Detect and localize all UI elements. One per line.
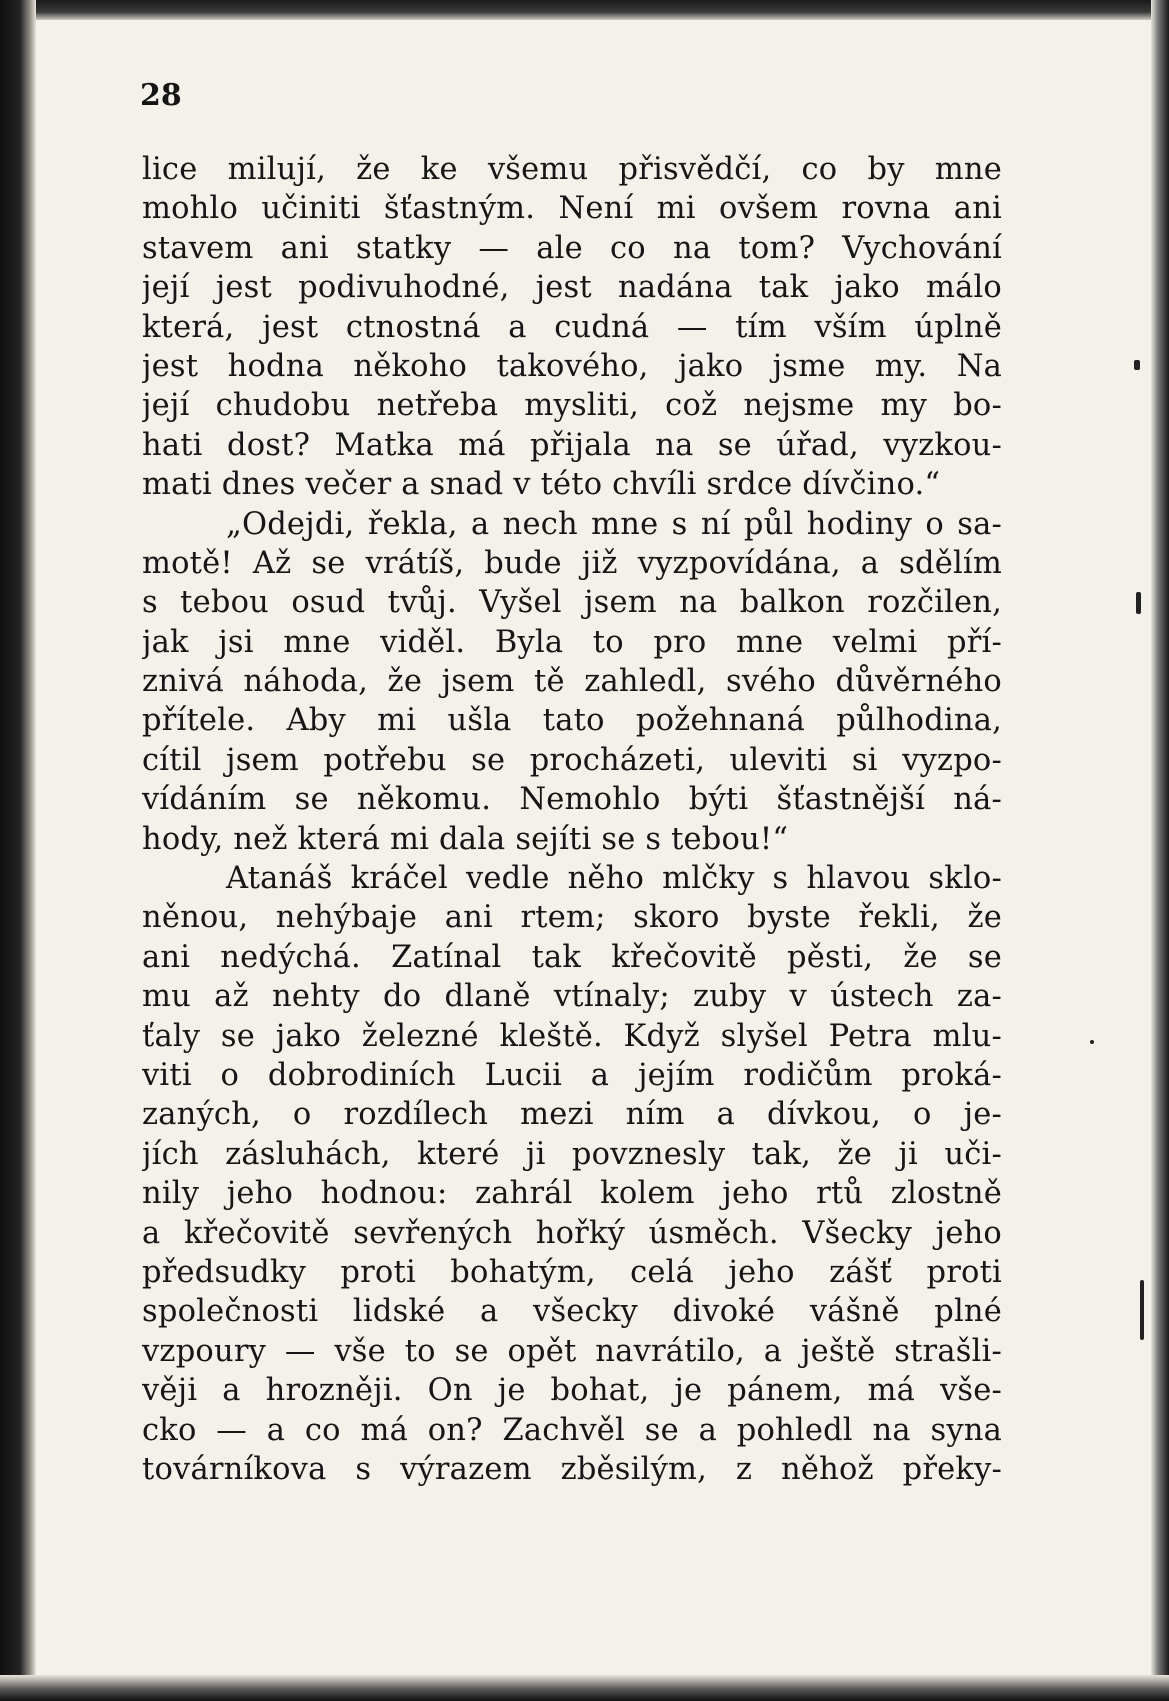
text-line: její jest podivuhodné, jest nadána tak jako málo [142,270,1002,306]
text-line: přítele. Aby mi ušla tato požehnaná půlhodina, [142,703,1002,739]
text-line: znivá náhoda, že jsem tě zahledl, svého důvěrného [142,664,1002,700]
scan-edge-right [1151,0,1169,1701]
scan-speck [1090,1040,1094,1044]
text-line: vídáním se někomu. Nemohlo býti šťastnější ná- [142,782,1002,818]
text-line: její chudobu netřeba mysliti, což nejsme my bo- [142,388,1002,424]
body-text [142,150,1002,1489]
text-line: mati dnes večer a snad v této chvíli srdce dívčino.“ [142,467,941,503]
text-line: jak jsi mne viděl. Byla to pro mne velmi pří- [142,624,1002,660]
text-line: která, jest ctnostná a cudná — tím vším úplně [142,309,1002,345]
text-line: zaných, o rozdílech mezi ním a dívkou, o je- [142,1097,1002,1133]
text-line: nily jeho hodnou: zahrál kolem jeho rtů zlostně [142,1176,1002,1212]
text-line: cítil jsem potřebu se procházeti, uleviti si vyzpo- [142,742,1002,778]
text-line: s tebou osud tvůj. Vyšel jsem na balkon rozčilen, [142,585,1002,621]
text-line: stavem ani statky — ale co na tom? Vychování [142,230,1002,266]
text-line: vzpoury — vše to se opět navrátilo, a ještě strašli- [142,1333,1002,1369]
text-line: věji a hrozněji. On je bohat, je pánem, má vše- [142,1373,1002,1409]
text-line: hati dost? Matka má přijala na se úřad, vyzkou- [142,427,1002,463]
text-line: společnosti lidské a všecky divoké vášně plné [142,1294,1002,1330]
text-line: hody, než která mi dala sejíti se s tebou!“ [142,821,789,857]
scan-speck [1134,360,1140,370]
scan-speck [1136,592,1141,614]
text-line: mu až nehty do dlaně vtínaly; zuby v ústech za- [142,979,1002,1015]
text-line: mohlo učiniti šťastným. Není mi ovšem rovna ani [142,191,1002,227]
text-line: jích zásluhách, které ji povznesly tak, že ji uči- [142,1136,1002,1172]
text-line: něnou, nehýbaje ani rtem; skoro byste řekli, že [142,900,1002,936]
text-line: jest hodna někoho takového, jako jsme my. Na [142,348,1002,384]
text-line: „Odejdi, řekla, a nech mne s ní půl hodiny o sa- [226,506,1002,542]
text-line: motě! Až se vrátíš, bude již vyzpovídána, a sdělím [142,545,1002,581]
text-line: předsudky proti bohatým, celá jeho zášť proti [142,1254,1002,1290]
text-line: továrníkova s výrazem zběsilým, z něhož překy- [142,1451,1002,1487]
text-line: a křečovitě sevřených hořký úsměch. Všecky jeho [142,1215,1002,1251]
scan-edge-bottom [0,1675,1169,1701]
text-line: ťaly se jako železné kleště. Když slyšel Petra mlu- [142,1018,1002,1054]
text-line: ani nedýchá. Zatínal tak křečovitě pěsti, že se [142,939,1002,975]
text-line: Atanáš kráčel vedle něho mlčky s hlavou sklo- [226,861,1002,897]
scan-edge-top [0,0,1169,20]
scan-edge-left [0,0,36,1701]
scan-speck [1140,1280,1144,1340]
page-number: 28 [140,78,182,113]
text-line: viti o dobrodiních Lucii a jejím rodičům proká- [142,1057,1002,1093]
text-line: cko — a co má on? Zachvěl se a pohledl na syna [142,1412,1002,1448]
text-line: lice milují, že ke všemu přisvědčí, co by mne [142,152,1002,187]
